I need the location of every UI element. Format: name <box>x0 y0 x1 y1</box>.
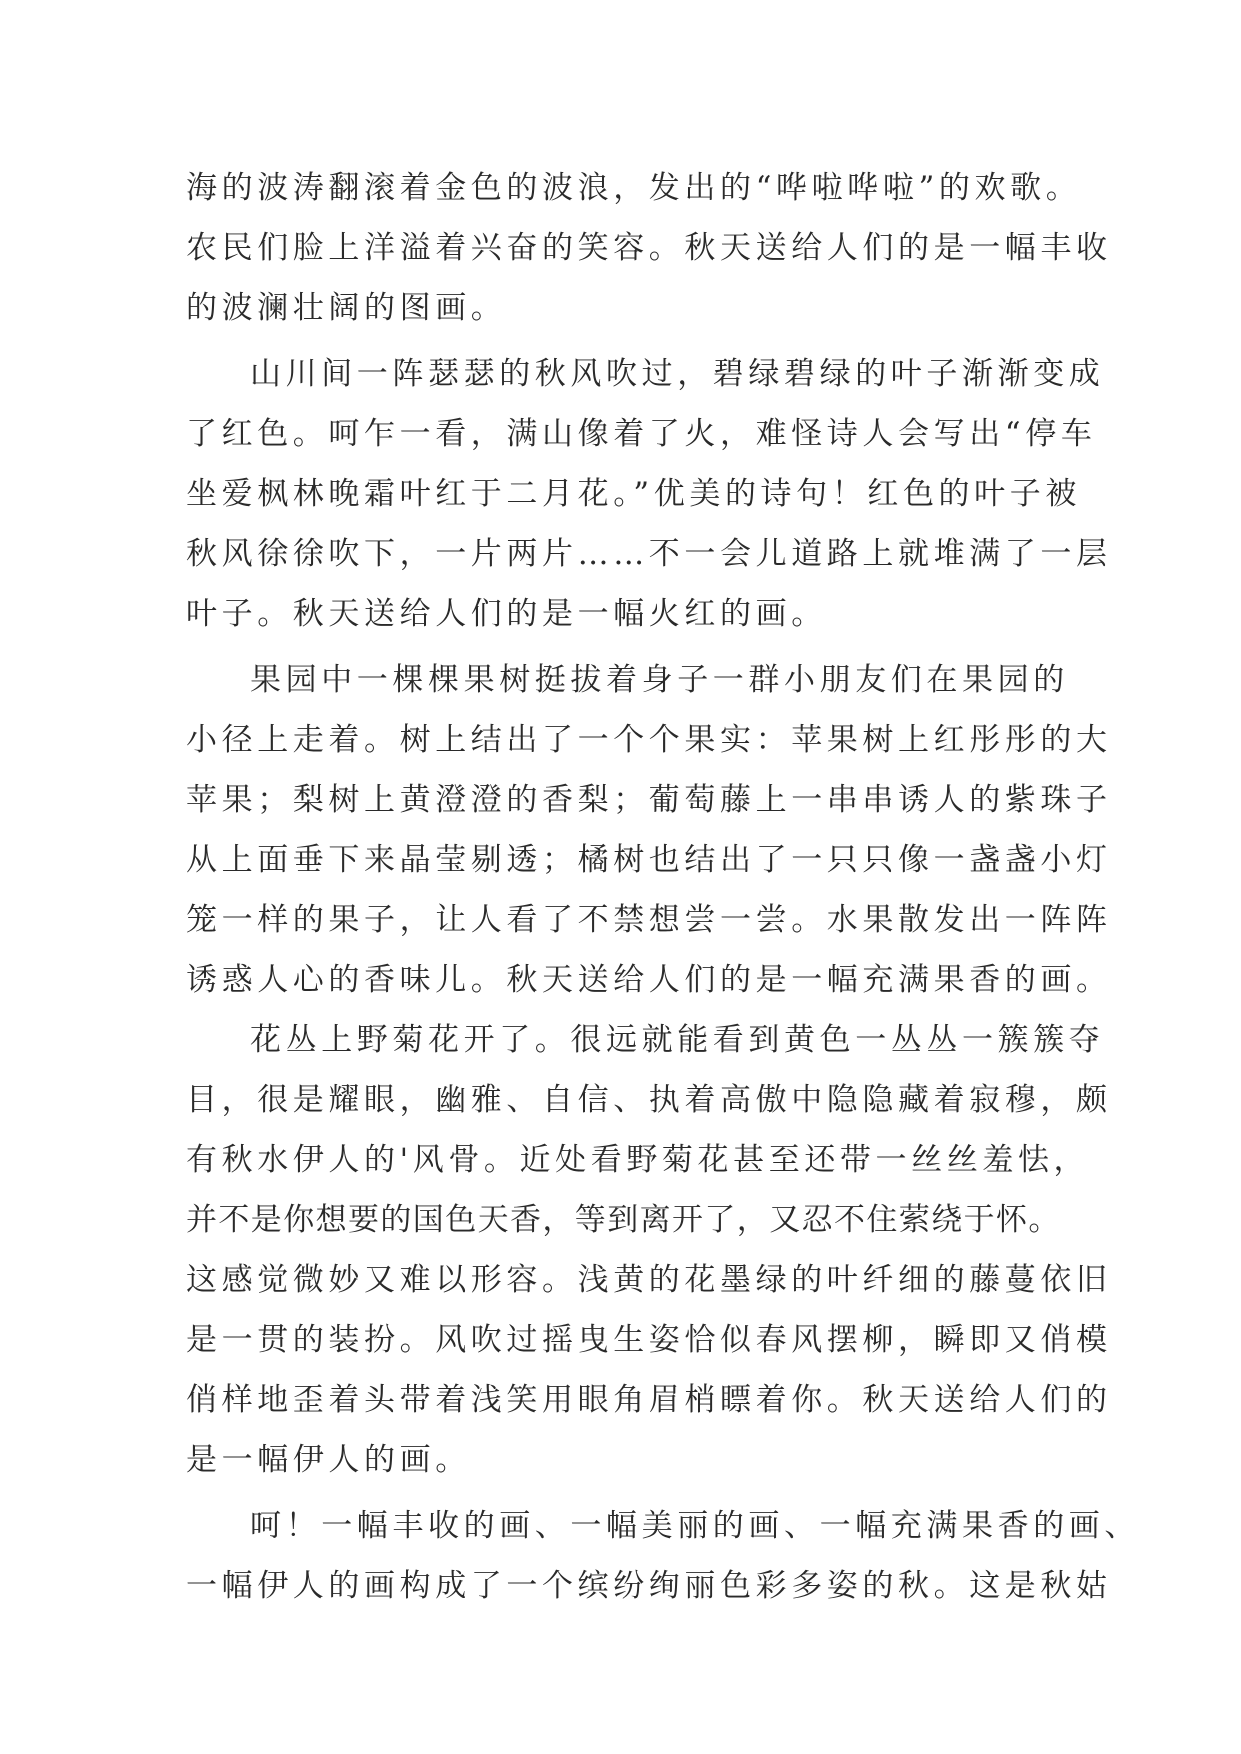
text-line: 这感觉微妙又难以形容。浅黄的花墨绿的叶纤细的藤蔓依旧 <box>186 1262 1112 1298</box>
text-line: 有秋水伊人的'风骨。近处看野菊花甚至还带一丝丝羞怯， <box>186 1142 1090 1178</box>
text-line: 是一幅伊人的画。 <box>186 1442 471 1478</box>
text-line: 海的波涛翻滚着金色的波浪，发出的“哗啦哗啦”的欢歌。 <box>186 170 1082 206</box>
document-body <box>186 158 1140 1616</box>
text-line: 果园中一棵棵果树挺拔着身子一群小朋友们在果园的 <box>250 662 1069 698</box>
text-line: 坐爱枫林晚霜叶红于二月花。”优美的诗句！红色的叶子被 <box>186 476 1081 512</box>
text-line: 秋风徐徐吹下，一片两片……不一会儿道路上就堆满了一层 <box>186 536 1112 572</box>
text-line: 小径上走着。树上结出了一个个果实：苹果树上红彤彤的大 <box>186 722 1112 758</box>
text-line: 诱惑人心的香味儿。秋天送给人们的是一幅充满果香的画。 <box>186 962 1112 998</box>
text-line: 了红色。呵乍一看，满山像着了火，难怪诗人会写出“停车 <box>186 416 1097 452</box>
text-line: 目，很是耀眼，幽雅、自信、执着高傲中隐隐藏着寂穆，颇 <box>186 1082 1112 1118</box>
text-line: 苹果；梨树上黄澄澄的香梨；葡萄藤上一串串诱人的紫珠子 <box>186 782 1112 818</box>
text-line: 山川间一阵瑟瑟的秋风吹过，碧绿碧绿的叶子渐渐变成 <box>250 356 1105 392</box>
text-line: 并不是你想要的国色天香，等到离开了，又忍不住萦绕于怀。 <box>186 1202 1061 1238</box>
text-line: 从上面垂下来晶莹剔透；橘树也结出了一只只像一盏盏小灯 <box>186 842 1112 878</box>
text-line: 俏样地歪着头带着浅笑用眼角眉梢瞟着你。秋天送给人们的 <box>186 1382 1112 1418</box>
text-line: 是一贯的装扮。风吹过摇曳生姿恰似春风摆柳，瞬即又俏模 <box>186 1322 1112 1358</box>
text-line: 农民们脸上洋溢着兴奋的笑容。秋天送给人们的是一幅丰收 <box>186 230 1112 266</box>
text-line: 叶子。秋天送给人们的是一幅火红的画。 <box>186 596 827 632</box>
text-line: 一幅伊人的画构成了一个缤纷绚丽色彩多姿的秋。这是秋姑 <box>186 1568 1112 1604</box>
text-line: 花丛上野菊花开了。很远就能看到黄色一丛丛一簇簇夺 <box>250 1022 1105 1058</box>
text-line: 的波澜壮阔的图画。 <box>186 290 507 326</box>
text-line: 呵！一幅丰收的画、一幅美丽的画、一幅充满果香的画、 <box>250 1508 1140 1544</box>
text-line: 笼一样的果子，让人看了不禁想尝一尝。水果散发出一阵阵 <box>186 902 1112 938</box>
